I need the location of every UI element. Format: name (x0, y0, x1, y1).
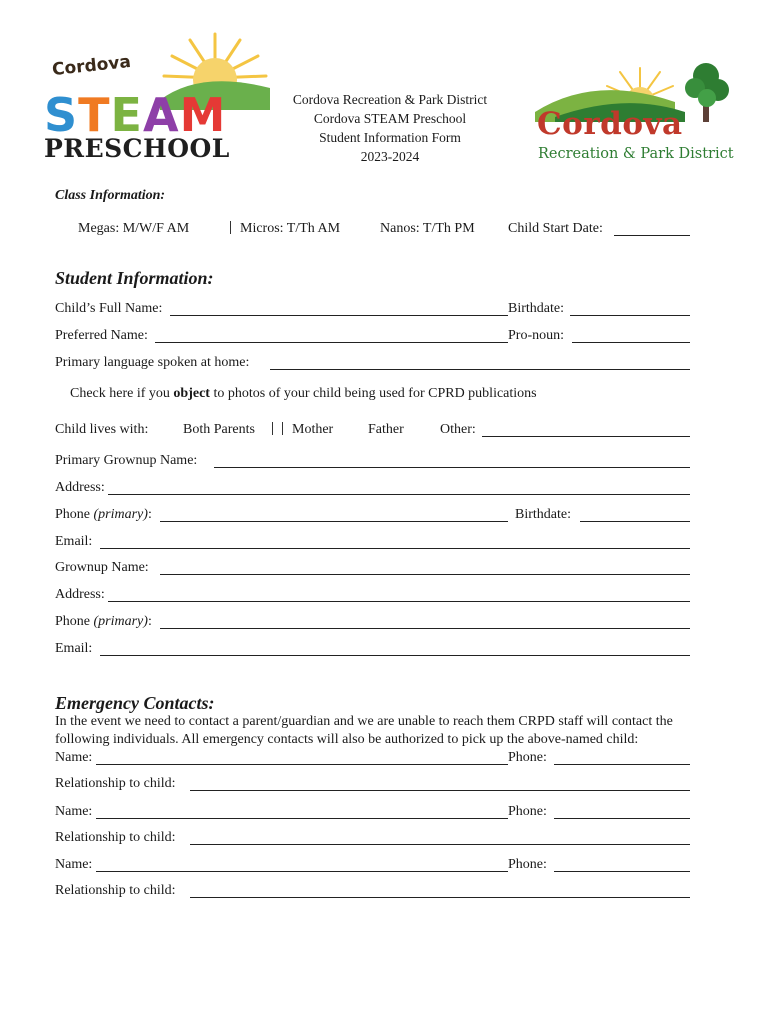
child-full-name-label: Child’s Full Name: (55, 301, 163, 316)
class-option-micros[interactable]: Micros: T/Th AM (240, 221, 341, 236)
emergency-phone-field[interactable] (554, 764, 690, 765)
emergency-phone-field[interactable] (554, 818, 690, 819)
checkbox-mark[interactable] (272, 422, 273, 435)
address-label: Address: (55, 587, 105, 602)
phone-colon: : (147, 614, 152, 629)
lives-with-label: Child lives with: (55, 422, 149, 437)
start-date-field[interactable] (614, 235, 690, 236)
primary-grownup-name-label: Primary Grownup Name: (55, 453, 198, 468)
emergency-name-field[interactable] (96, 818, 508, 819)
grownup-birthdate-field[interactable] (580, 521, 690, 522)
header-line-form-title: Student Information Form (319, 130, 461, 145)
relationship-label: Relationship to child: (55, 776, 176, 791)
grownup-name-label: Grownup Name: (55, 560, 149, 575)
steam-letter: T (78, 88, 111, 142)
emergency-intro-line2: following individuals. All emergency contacts will also be authorized to pick up the above-named child: (55, 732, 639, 747)
checkbox-mark[interactable] (230, 221, 231, 234)
phone-label (55, 614, 152, 630)
emergency-phone-label: Phone: (508, 750, 547, 765)
phone-primary-note: (primary) (93, 507, 148, 522)
emergency-intro-line1: In the event we need to contact a parent/guardian and we are unable to reach them CRPD staff will contact the (55, 714, 673, 729)
photo-text-pre: Check here if you (70, 386, 174, 401)
relationship-field[interactable] (190, 790, 690, 791)
preferred-name-field[interactable] (155, 342, 508, 343)
pronoun-field[interactable] (572, 342, 690, 343)
primary-grownup-name-field[interactable] (214, 467, 690, 468)
relationship-label: Relationship to child: (55, 830, 176, 845)
emergency-phone-label: Phone: (508, 857, 547, 872)
relationship-field[interactable] (190, 897, 690, 898)
primary-language-label: Primary language spoken at home: (55, 355, 250, 370)
form-header (270, 90, 510, 166)
steam-letter: A (142, 88, 180, 142)
emergency-name-field[interactable] (96, 764, 508, 765)
cordova-rec-logo (535, 62, 735, 167)
relationship-field[interactable] (190, 844, 690, 845)
child-full-name-field[interactable] (170, 315, 508, 316)
address-label: Address: (55, 480, 105, 495)
grownup-birthdate-label: Birthdate: (515, 507, 571, 522)
class-option-megas[interactable]: Megas: M/W/F AM (78, 221, 190, 236)
birthdate-field[interactable] (570, 315, 690, 316)
email-field[interactable] (100, 655, 690, 656)
address-field[interactable] (108, 494, 690, 495)
pronoun-label: Pro-noun: (508, 328, 564, 343)
logo-preschool-word: PRESCHOOL (44, 134, 230, 163)
lives-option-mother[interactable]: Mother (292, 422, 334, 437)
phone-label (55, 507, 152, 523)
address-field[interactable] (108, 601, 690, 602)
photo-text-post: to photos of your child being used for CPRD publications (209, 386, 537, 401)
header-line-year: 2023-2024 (360, 149, 420, 164)
phone-colon: : (147, 507, 152, 522)
photo-text-bold: object (173, 386, 210, 401)
header-line-district: Cordova Recreation & Park District (292, 92, 488, 107)
emergency-phone-label: Phone: (508, 804, 547, 819)
logo-cordova-title: Cordova (537, 106, 683, 142)
steam-letter: M (179, 88, 227, 142)
lives-option-both-parents[interactable]: Both Parents (183, 422, 255, 437)
start-date-label: Child Start Date: (508, 221, 603, 236)
emergency-phone-field[interactable] (554, 871, 690, 872)
logo-cordova-subtitle: Recreation & Park District (538, 146, 734, 162)
email-label: Email: (55, 534, 93, 549)
primary-language-field[interactable] (270, 369, 690, 370)
lives-option-father[interactable]: Father (368, 422, 404, 437)
emergency-name-label: Name: (55, 750, 93, 765)
grownup-name-field[interactable] (160, 574, 690, 575)
phone-word: Phone (55, 614, 94, 629)
other-label: Other: (440, 422, 476, 437)
relationship-label: Relationship to child: (55, 883, 176, 898)
email-label: Email: (55, 641, 93, 656)
steam-letter: S (44, 88, 79, 142)
phone-word: Phone (55, 507, 94, 522)
steam-letter: E (110, 88, 143, 142)
emergency-name-label: Name: (55, 857, 93, 872)
header-line-preschool: Cordova STEAM Preschool (313, 111, 467, 126)
preferred-name-label: Preferred Name: (55, 328, 148, 343)
other-field[interactable] (482, 436, 690, 437)
emergency-name-label: Name: (55, 804, 93, 819)
phone-field[interactable] (160, 628, 690, 629)
emergency-name-field[interactable] (96, 871, 508, 872)
phone-field[interactable] (160, 521, 508, 522)
class-option-nanos[interactable]: Nanos: T/Th PM (380, 221, 475, 236)
emergency-title: Emergency Contacts: (55, 693, 215, 713)
student-info-title: Student Information: (55, 268, 214, 288)
logo-cordova-word: Cordova (51, 51, 132, 81)
birthdate-label: Birthdate: (508, 301, 564, 316)
checkbox-mark[interactable] (282, 422, 283, 435)
email-field[interactable] (100, 548, 690, 549)
photo-objection-checkbox-text[interactable] (70, 386, 537, 402)
phone-primary-note: (primary) (93, 614, 148, 629)
class-info-title: Class Information: (55, 188, 166, 203)
